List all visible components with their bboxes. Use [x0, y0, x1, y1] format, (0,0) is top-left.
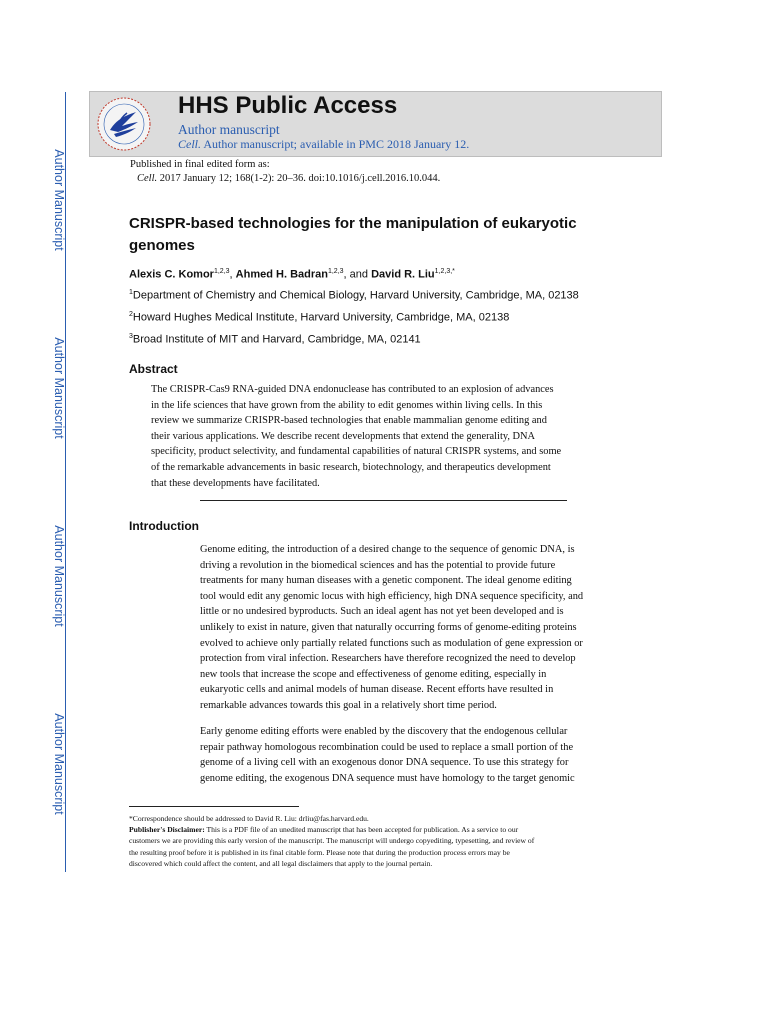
abstract-divider — [200, 500, 567, 501]
author-name: Ahmed H. Badran — [235, 268, 328, 281]
affiliation: $^3$Broad Institute of MIT and Harvard, Cambridge, MA, 02141 — [129, 333, 421, 346]
side-label-author-manuscript: Author Manuscript — [52, 337, 66, 439]
author-name: David R. Liu — [371, 268, 435, 281]
abstract-heading: Abstract — [129, 362, 178, 376]
banner-subtitle: Author manuscript — [178, 122, 280, 137]
author-list: Alexis C. Komor$^{1,2,3}$, Ahmed H. Badran$^{1,2,3}$, and David R. Liu$^{1,2,3,*}$ — [129, 268, 455, 281]
published-label: Published in final edited form as: — [130, 159, 270, 170]
introduction-heading: Introduction — [129, 519, 199, 533]
published-citation: Cell. 2017 January 12; 168(1-2): 20–36. doi:10.1016/j.cell.2016.10.044. — [137, 173, 441, 184]
affiliation: $^1$Department of Chemistry and Chemical Biology, Harvard University, Cambridge, MA, 02138 — [129, 289, 579, 302]
paper-title: CRISPR-based technologies for the manipulation of eukaryotic genomes — [129, 215, 577, 254]
side-label-author-manuscript: Author Manuscript — [52, 149, 66, 251]
side-label-author-manuscript: Author Manuscript — [52, 713, 66, 815]
correspondence-note: *Correspondence should be addressed to David R. Liu: drliu@fas.harvard.edu. — [129, 814, 369, 823]
footnotes: *Correspondence should be addressed to David R. Liu: drliu@fas.harvard.edu. Publisher's Disclaimer: This is a PDF file of an unedited manuscript that has been accepted for publication. As a service to our customers we are providing this early version of the manuscript. The manuscript will undergo copyediting, typesetting, and review of the resulting proof before it is published in its final citable form. Please note that during the production process errors may be discovered which could affect the content, and all legal disclaimers that apply to the journal pertain. — [129, 813, 639, 869]
side-label-author-manuscript: Author Manuscript — [52, 525, 66, 627]
hhs-eagle-seal-icon — [96, 96, 152, 152]
footnote-rule — [129, 806, 299, 807]
author-name: Alexis C. Komor — [129, 268, 214, 281]
hhs-banner — [89, 91, 662, 157]
intro-paragraph-2: Early genome editing efforts were enabled by the discovery that the endogenous cellular repair pathway homologous recombination could be used to replace a small portion of the genome of a living cell with an exogenous donor DNA sequence. To use this strategy for genome editing, the exogenous DNA sequence must have homology to the target genomic — [200, 726, 575, 784]
banner-citation: Cell. Author manuscript; available in PMC 2018 January 12. — [178, 137, 470, 151]
abstract-text: The CRISPR-Cas9 RNA-guided DNA endonuclease has contributed to an explosion of advances in the life sciences that have grown from the ability to edit genomes within living cells. In this review we summarize CRISPR-based technologies that enable mammalian genome editing and their various applications. We describe recent developments that extend the generality, DNA specificity, product selectivity, and fundamental capabilities of natural CRISPR systems, and some of the remarkable advancements in basic research, biotechnology, and therapeutics development that these developments have facilitated. — [151, 384, 562, 489]
publisher-disclaimer: Publisher's Disclaimer: This is a PDF file of an unedited manuscript that has been accepted for publication. As a service to our — [129, 825, 519, 835]
affiliation: $^2$Howard Hughes Medical Institute, Harvard University, Cambridge, MA, 02138 — [129, 311, 510, 324]
intro-paragraph-1: Genome editing, the introduction of a desired change to the sequence of genomic DNA, is driving a revolution in the biomedical sciences and has the potential to provide future treatments for many human diseases with a genetic component. The ideal genome editing tool would edit any genomic locus with high efficiency, high DNA sequence specificity, and little or no undesired byproducts. Such an ideal agent has not yet been developed and is unlikely to exist in nature, given that naturally occurring forms of genome-editing proteins evolved to achieve only partially related functions such as modulation of gene expression or protection from viral infection. Researchers have therefore recognized the need to develop new tools that increase the scope and effectiveness of genome editing, especially in eukaryotic cells and animal models of human disease. Recent efforts have resulted in remarkable advances towards this goal in a relatively short time period. — [200, 544, 584, 711]
banner-title: HHS Public Access — [178, 92, 398, 119]
